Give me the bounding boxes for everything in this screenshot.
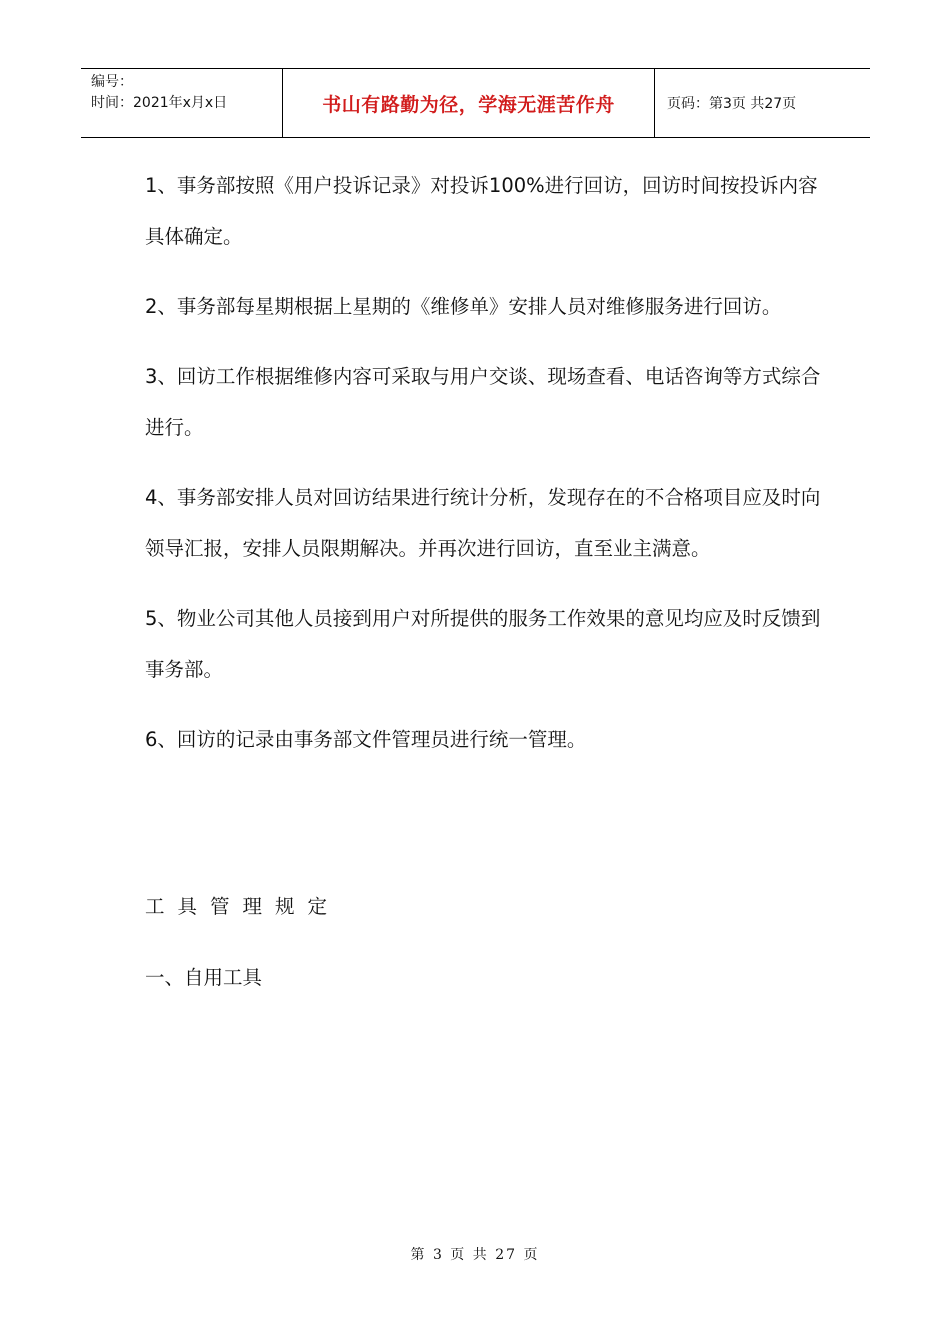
document-number-label: 编号： bbox=[91, 74, 133, 90]
paragraph-3: 3、回访工作根据维修内容可采取与用户交谈、现场查看、电话咨询等方式综合进行。 bbox=[145, 365, 821, 439]
section-title: 工具管理规定 bbox=[145, 895, 341, 918]
paragraph-4: 4、事务部安排人员对回访结果进行统计分析，发现存在的不合格项目应及时向领导汇报，安排人员限期解决。并再次进行回访，直至业主满意。 bbox=[145, 486, 821, 560]
page-header bbox=[81, 68, 870, 138]
paragraph-2: 2、事务部每星期根据上星期的《维修单》安排人员对维修服务进行回访。 bbox=[145, 295, 782, 318]
paragraph-5: 5、物业公司其他人员接到用户对所提供的服务工作效果的意见均应及时反馈到事务部。 bbox=[145, 607, 821, 681]
header-motto: 书山有路勤为径，学海无涯苦作舟 bbox=[322, 93, 615, 116]
subsection-title: 一、自用工具 bbox=[145, 966, 263, 989]
header-page-info: 页码：第3页 共27页 bbox=[667, 96, 797, 112]
header-meta bbox=[81, 69, 282, 137]
header-motto-cell bbox=[282, 69, 655, 137]
section-spacer bbox=[145, 784, 825, 881]
document-body bbox=[145, 160, 825, 1003]
page-footer: 第 3 页 共 27 页 bbox=[410, 1247, 540, 1263]
paragraph-1: 1、事务部按照《用户投诉记录》对投诉100%进行回访，回访时间按投诉内容具体确定。 bbox=[145, 174, 818, 248]
paragraph-6: 6、回访的记录由事务部文件管理员进行统一管理。 bbox=[145, 728, 587, 751]
document-time: 时间：2021年x月x日 bbox=[91, 95, 228, 111]
header-page-cell bbox=[655, 69, 870, 137]
